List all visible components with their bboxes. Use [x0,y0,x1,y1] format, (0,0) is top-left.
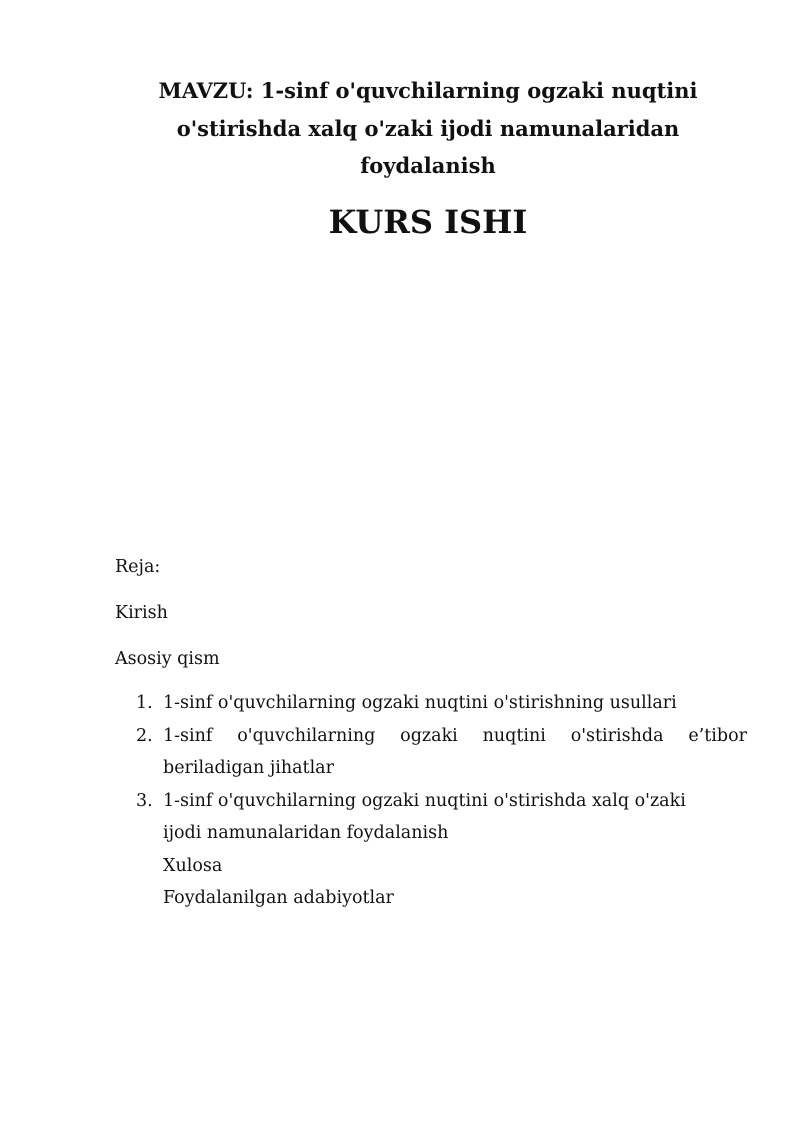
plan-items-list [136,687,747,915]
plan-item-text: 1-sinf o'quvchilarning ogzaki nuqtini o'stirishda xalq o'zaki ijodi namunalaridan foydalanish [163,790,686,843]
plan-item-number: 2. [136,725,153,746]
document-heading: KURS ISHI [328,203,528,241]
plan-main-part: Asosiy qism [115,649,220,669]
plan-item-1 [136,687,747,720]
plan-item-text: 1-sinf o'quvchilarning ogzaki nuqtini o'stirishda e’tibor beriladigan jihatlar [163,725,747,778]
plan-item-2 [136,720,747,785]
plan-label: Reja: [115,557,161,577]
topic-line-1: MAVZU: 1-sinf o'quvchilarning ogzaki nuqtini [158,78,698,103]
plan-conclusion: Xulosa [163,855,223,876]
topic-title [100,72,756,185]
plan-item-text: 1-sinf o'quvchilarning ogzaki nuqtini o'stirishning usullari [163,693,677,713]
topic-line-2: o'stirishda xalq o'zaki ijodi namunalaridan [176,115,680,141]
plan-references: Foydalanilgan adabiyotlar [163,888,394,908]
topic-line-3: foydalanish [360,153,496,178]
plan-item-number: 3. [136,790,153,811]
plan-intro: Kirish [115,603,168,623]
plan-item-number: 1. [136,693,153,713]
plan-section [115,552,750,908]
plan-item-3 [136,785,747,850]
